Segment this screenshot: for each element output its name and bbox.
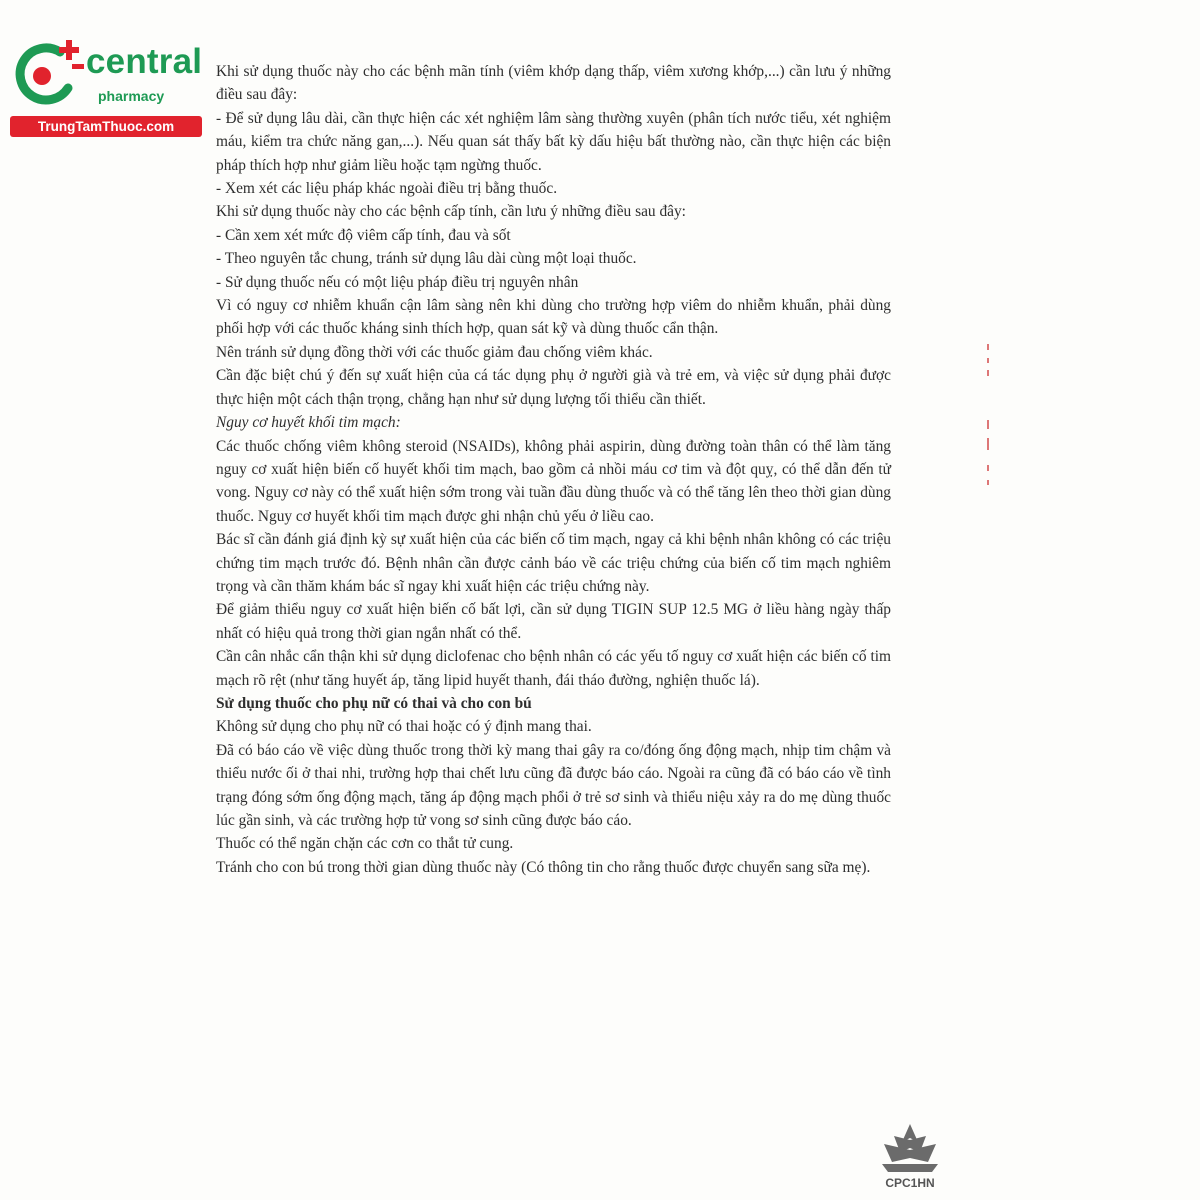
margin-scan-marks <box>984 340 994 510</box>
paragraph: - Cần xem xét mức độ viêm cấp tính, đau và sốt <box>216 226 511 244</box>
scan-mark <box>987 438 989 450</box>
brand-url-badge: TrungTamThuoc.com <box>10 116 202 137</box>
paragraph: - Sử dụng thuốc nếu có một liệu pháp điều trị nguyên nhân <box>216 273 579 291</box>
scan-mark <box>987 358 989 363</box>
scan-mark <box>987 480 989 485</box>
paragraph: Bác sĩ cần đánh giá định kỳ sự xuất hiện của các biến cố tim mạch, ngay cả khi bệnh nhân không có các triệu chứng tim mạch trước đó. Bệnh nhân cần được cảnh báo về các triệu chứng của biến cố tim mạch nghiêm trọng và cần thăm khám bác sĩ ngay khi xuất hiện các triệu chứng này. <box>216 531 891 595</box>
footer-logo-text: CPC1HN <box>885 1176 935 1190</box>
paragraph: Khi sử dụng thuốc này cho các bệnh mãn tính (viêm khớp dạng thấp, viêm xương khớp,...) cần lưu ý những điều sau đây: <box>216 63 891 104</box>
paragraph: Không sử dụng cho phụ nữ có thai hoặc có ý định mang thai. <box>216 718 592 736</box>
paragraph: Đã có báo cáo về việc dùng thuốc trong thời kỳ mang thai gây ra co/đóng ống động mạch, nhịp tim chậm và thiểu nước ối ở thai nhi, trường hợp thai chết lưu cũng đã được báo cáo. Ngoài ra cũng đã có báo cáo về tình trạng đóng sớm ống động mạch, tăng áp động mạch phổi ở trẻ sơ sinh và thiểu niệu xảy ra do mẹ dùng thuốc lúc gần sinh, và các trường hợp tử vong sơ sinh cũng được báo cáo. <box>216 741 891 829</box>
paragraph: Các thuốc chống viêm không steroid (NSAIDs), không phải aspirin, dùng đường toàn thân có thể làm tăng nguy cơ xuất hiện biến cố huyết khối tim mạch, bao gồm cả nhồi máu cơ tim và đột quỵ, có thể dẫn đến tử vong. Nguy cơ này có thể xuất hiện sớm trong vài tuần đầu dùng thuốc và có thể tăng lên theo thời gian dùng thuốc. Nguy cơ huyết khối tim mạch được ghi nhận chủ yếu ở liều cao. <box>216 437 891 525</box>
brand-name: central <box>86 42 203 81</box>
scan-mark <box>987 465 989 471</box>
paragraph: Để giảm thiểu nguy cơ xuất hiện biến cố bất lợi, cần sử dụng TIGIN SUP 12.5 MG ở liều hàng ngày thấp nhất có hiệu quả trong thời gian ngắn nhất có thể. <box>216 601 891 642</box>
paragraph: Cần cân nhắc cẩn thận khi sử dụng diclofenac cho bệnh nhân có các yếu tố nguy cơ xuất hiện các biến cố tim mạch rõ rệt (như tăng huyết áp, tăng lipid huyết thanh, đái tháo đường, nghiện thuốc lá). <box>216 648 891 689</box>
scan-mark <box>987 344 989 350</box>
paragraph: Vì có nguy cơ nhiễm khuẩn cận lâm sàng nên khi dùng cho trường hợp viêm do nhiễm khuẩn, phải dùng phối hợp với các thuốc kháng sinh thích hợp, quan sát kỹ và dùng thuốc cẩn thận. <box>216 297 891 338</box>
scan-mark <box>987 420 989 429</box>
paragraph: - Xem xét các liệu pháp khác ngoài điều trị bằng thuốc. <box>216 180 558 198</box>
cpc1hn-lotus-icon <box>874 1122 946 1176</box>
brand-subtitle: pharmacy <box>98 88 165 104</box>
section-heading-italic: Nguy cơ huyết khối tim mạch: <box>216 414 401 432</box>
paragraph: Thuốc có thể ngăn chặn các cơn co thắt tử cung. <box>216 835 514 853</box>
paragraph: Tránh cho con bú trong thời gian dùng thuốc này (Có thông tin cho rằng thuốc được chuyển sang sữa mẹ). <box>216 858 871 876</box>
paragraph: Cần đặc biệt chú ý đến sự xuất hiện của cá tác dụng phụ ở người già và trẻ em, và việc sử dụng phải được thực hiện một cách thận trọng, chẳng hạn như sử dụng lượng tối thiểu cần thiết. <box>216 367 891 408</box>
paragraph: Nên tránh sử dụng đồng thời với các thuốc giảm đau chống viêm khác. <box>216 343 653 361</box>
document-body <box>216 60 891 879</box>
paragraph: Khi sử dụng thuốc này cho các bệnh cấp tính, cần lưu ý những điều sau đây: <box>216 203 686 221</box>
section-heading-bold: Sử dụng thuốc cho phụ nữ có thai và cho con bú <box>216 694 532 712</box>
paragraph: - Để sử dụng lâu dài, cần thực hiện các xét nghiệm lâm sàng thường xuyên (phân tích nước tiểu, xét nghiệm máu, kiểm tra chức năng gan,...). Nếu quan sát thấy bất kỳ dấu hiệu bất thường nào, cần thực hiện các biện pháp thích hợp như giảm liều hoặc tạm ngừng thuốc. <box>216 109 891 174</box>
brand-logo <box>10 38 215 138</box>
scan-mark <box>987 370 989 376</box>
footer-logo <box>874 1122 946 1194</box>
central-pharmacy-logo-icon <box>10 38 90 116</box>
paragraph: - Theo nguyên tắc chung, tránh sử dụng lâu dài cùng một loại thuốc. <box>216 250 637 268</box>
